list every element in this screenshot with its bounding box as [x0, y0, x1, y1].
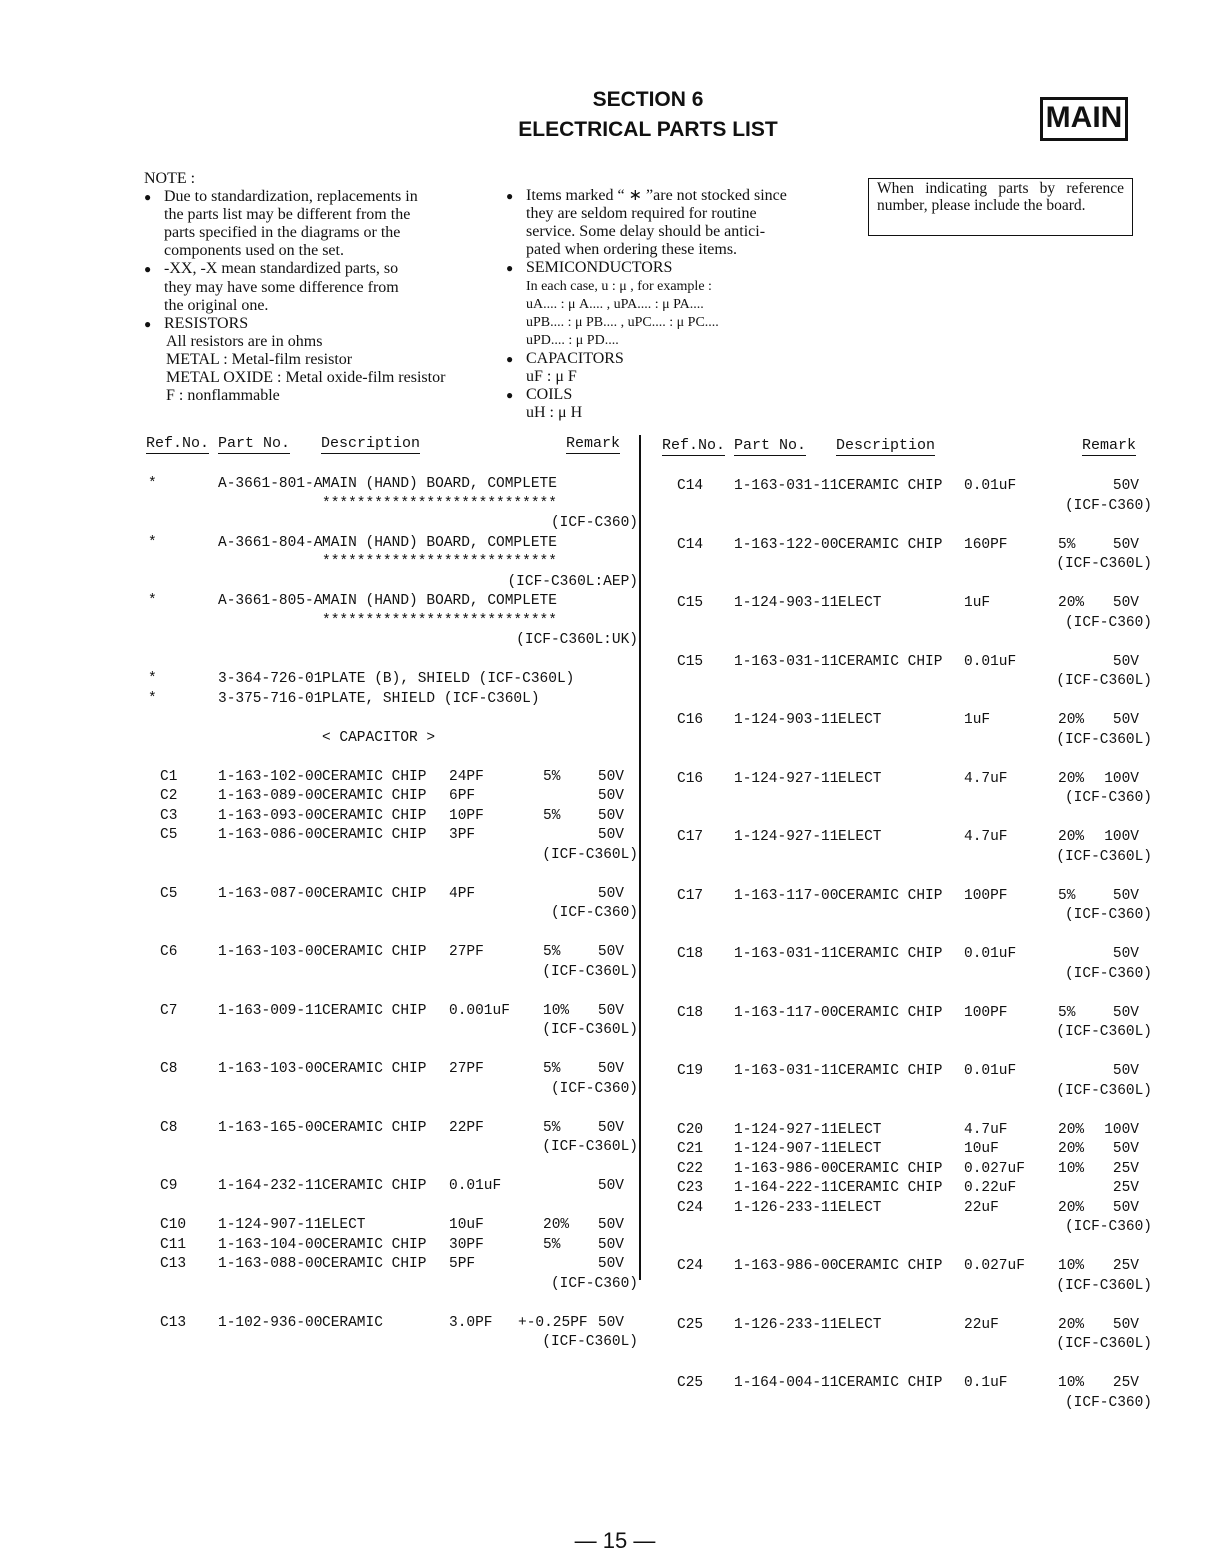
- voltage: 50V: [597, 788, 624, 804]
- part-number: 1-163-093-00: [218, 807, 323, 824]
- value: 1uF: [964, 595, 991, 611]
- header-ref-left: Ref.No.: [146, 435, 210, 452]
- tolerance: 20%: [1058, 1199, 1085, 1216]
- note-line: SEMICONDUCTORS ●: [506, 259, 673, 277]
- part-number: 1-163-103-00: [218, 1061, 323, 1077]
- bullet-icon: ●: [506, 351, 514, 366]
- not-stocked-mark: *: [148, 593, 157, 609]
- note-line: the parts list may be different from the: [164, 206, 411, 224]
- description: MAIN (HAND) BOARD, COMPLETE: [322, 593, 557, 609]
- description: ELECT: [838, 770, 882, 787]
- description: CERAMIC CHIP: [322, 827, 427, 843]
- part-number: 1-164-232-11: [218, 1178, 323, 1194]
- model-remark: (ICF-C360L): [1056, 1024, 1152, 1040]
- bullet-icon: ●: [506, 261, 514, 276]
- model-remark: (ICF-C360L): [1056, 673, 1152, 689]
- value: 22uF: [964, 1316, 999, 1333]
- not-stocked-mark: *: [148, 671, 157, 687]
- ref-number: C6: [160, 944, 178, 960]
- model-remark: (ICF-C360L): [1056, 1277, 1152, 1294]
- value: 27PF: [449, 944, 484, 960]
- bullet-icon: ●: [144, 190, 152, 204]
- note-line: pated when ordering these items.: [526, 241, 738, 259]
- description: CERAMIC CHIP: [838, 1375, 943, 1391]
- part-number: 1-163-165-00: [218, 1119, 323, 1136]
- star-line: ***************************: [322, 612, 557, 629]
- model-remark: (ICF-C360): [550, 905, 638, 921]
- voltage: 50V: [597, 1314, 624, 1331]
- value: 3PF: [449, 827, 476, 843]
- part-number: 1-163-986-00: [734, 1258, 839, 1274]
- header-remark-right: Remark: [1082, 437, 1137, 454]
- tolerance: 5%: [543, 1119, 561, 1136]
- tolerance: 5%: [1058, 536, 1076, 553]
- voltage: 50V: [597, 1256, 624, 1272]
- note-label: NOTE :: [144, 170, 196, 187]
- voltage: 50V: [597, 885, 624, 902]
- bullet-icon: ●: [506, 388, 514, 403]
- model-remark: (ICF-C360): [1064, 790, 1152, 806]
- value: 10PF: [449, 807, 484, 824]
- voltage: 25V: [1112, 1375, 1139, 1391]
- section-number: SECTION 6: [592, 88, 704, 111]
- part-number: 1-163-102-00: [218, 768, 323, 785]
- description: CERAMIC CHIP: [322, 944, 427, 960]
- voltage: 50V: [1112, 1316, 1139, 1333]
- description: CERAMIC CHIP: [838, 653, 943, 670]
- voltage: 50V: [1112, 1199, 1139, 1216]
- part-number: 1-163-086-00: [218, 827, 323, 843]
- value: 5PF: [449, 1256, 476, 1272]
- note-line: METAL OXIDE : Metal oxide-film resistor: [166, 369, 446, 386]
- voltage: 50V: [1112, 946, 1139, 962]
- header-desc-right: Description: [836, 437, 936, 454]
- description: PLATE, SHIELD (ICF-C360L): [322, 690, 540, 707]
- ref-number: C10: [160, 1217, 187, 1233]
- value: 0.01uF: [964, 478, 1017, 494]
- description: CERAMIC CHIP: [322, 1236, 427, 1253]
- description: CERAMIC CHIP: [838, 1258, 943, 1274]
- model-remark: (ICF-C360): [550, 1080, 638, 1097]
- model-remark: (ICF-C360L): [542, 1022, 638, 1038]
- part-number: 1-124-927-11: [734, 829, 839, 845]
- voltage: 25V: [1112, 1160, 1139, 1177]
- not-stocked-mark: *: [148, 690, 157, 707]
- voltage: 50V: [597, 807, 624, 824]
- ref-number: C13: [160, 1256, 187, 1272]
- ref-number: C14: [677, 478, 704, 494]
- description: CERAMIC CHIP: [322, 1119, 427, 1136]
- header-part-left: Part No.: [218, 435, 291, 452]
- part-number: A-3661-801-A: [218, 476, 323, 492]
- ref-number: C23: [677, 1180, 704, 1196]
- model-remark: (ICF-C360L): [1056, 731, 1152, 748]
- tolerance: 5%: [543, 1061, 561, 1077]
- description: CERAMIC CHIP: [838, 946, 943, 962]
- note-line: uPD.... : μ PD....: [526, 332, 619, 348]
- voltage: 50V: [597, 1236, 624, 1253]
- voltage: 50V: [1112, 536, 1139, 553]
- part-number: 1-164-004-11: [734, 1375, 839, 1391]
- description: ELECT: [838, 712, 882, 728]
- star-line: ***************************: [322, 495, 557, 512]
- part-number: 1-163-104-00: [218, 1236, 323, 1253]
- voltage: 50V: [1112, 478, 1139, 494]
- ref-number: C24: [677, 1258, 704, 1274]
- voltage: 100V: [1104, 770, 1139, 787]
- part-number: A-3661-804-A: [218, 534, 323, 551]
- ref-number: C15: [677, 595, 704, 611]
- note-line: service. Some delay should be antici-: [526, 223, 766, 241]
- voltage: 50V: [597, 1119, 624, 1136]
- value: 6PF: [449, 788, 476, 804]
- tolerance: 10%: [543, 1002, 570, 1019]
- ref-number: C9: [160, 1178, 178, 1194]
- part-number: 1-163-031-11: [734, 1063, 839, 1079]
- value: 30PF: [449, 1236, 484, 1253]
- part-number: 3-364-726-01: [218, 671, 323, 687]
- value: 160PF: [964, 536, 1008, 553]
- bullet-icon: ●: [144, 262, 152, 277]
- part-number: 1-124-903-11: [734, 595, 839, 611]
- ref-number: C24: [677, 1199, 704, 1216]
- description: CERAMIC CHIP: [322, 807, 427, 824]
- description: CERAMIC CHIP: [322, 1002, 427, 1019]
- model-remark: (ICF-C360): [1064, 965, 1152, 982]
- model-remark: (ICF-C360L): [1056, 1336, 1152, 1352]
- value: 0.001uF: [449, 1002, 510, 1019]
- reference-note-box: When indicating parts by reference number, please include the board.: [868, 178, 1133, 236]
- value: 0.01uF: [449, 1178, 502, 1194]
- description: ELECT: [838, 595, 882, 611]
- description: CERAMIC CHIP: [838, 1004, 943, 1021]
- note-line: COILS ●: [506, 386, 573, 404]
- value: 4.7uF: [964, 829, 1008, 845]
- model-remark: (ICF-C360): [1064, 1394, 1152, 1411]
- model-remark: (ICF-C360): [1064, 497, 1152, 514]
- value: 4.7uF: [964, 770, 1008, 787]
- part-number: 1-163-986-00: [734, 1160, 839, 1177]
- note-line: the original one.: [164, 296, 269, 314]
- note-line: RESISTORS ●: [144, 314, 249, 332]
- tolerance: 20%: [1058, 595, 1085, 611]
- tolerance: 10%: [1058, 1375, 1085, 1391]
- header-ref-right: Ref.No.: [662, 437, 726, 454]
- value: 22uF: [964, 1199, 999, 1216]
- description: CERAMIC CHIP: [322, 885, 427, 902]
- ref-number: C1: [160, 768, 178, 785]
- value: 4.7uF: [964, 1121, 1008, 1138]
- ref-number: C5: [160, 885, 178, 902]
- part-number: 1-163-117-00: [734, 887, 839, 904]
- model-remark: (ICF-C360L): [542, 1139, 638, 1155]
- star-line: ***************************: [322, 554, 557, 570]
- note-line: Due to standardization, replacements in ●: [144, 188, 418, 205]
- model-remark: (ICF-C360): [550, 1275, 638, 1292]
- description: CERAMIC CHIP: [838, 887, 943, 904]
- value: 10uF: [449, 1217, 484, 1233]
- tolerance: 20%: [1058, 1141, 1085, 1157]
- part-number: 1-124-907-11: [218, 1217, 323, 1233]
- voltage: 25V: [1112, 1258, 1139, 1274]
- voltage: 50V: [1112, 712, 1139, 728]
- value: 0.027uF: [964, 1258, 1025, 1274]
- voltage: 100V: [1104, 829, 1139, 845]
- note-line: uPB.... : μ PB.... , uPC.... : μ PC....: [526, 314, 719, 330]
- description: CERAMIC CHIP: [838, 1063, 943, 1079]
- voltage: 100V: [1104, 1121, 1139, 1138]
- ref-number: C16: [677, 770, 704, 787]
- tolerance: 5%: [543, 944, 561, 960]
- value: 24PF: [449, 768, 484, 785]
- note-line: Items marked “ ∗ ”are not stocked since ●: [506, 187, 787, 204]
- ref-number: C16: [677, 712, 704, 728]
- tolerance: 5%: [1058, 1004, 1076, 1021]
- ref-number: C19: [677, 1063, 704, 1079]
- ref-number: C8: [160, 1061, 178, 1077]
- voltage: 50V: [597, 1217, 624, 1233]
- ref-number: C25: [677, 1316, 704, 1333]
- ref-number: C2: [160, 788, 178, 804]
- note-line: uA.... : μ A.... , uPA.... : μ PA....: [526, 296, 704, 312]
- model-remark: (ICF-C360): [1064, 907, 1152, 923]
- ref-number: C11: [160, 1236, 187, 1253]
- ref-number: C25: [677, 1375, 704, 1391]
- ref-number: C15: [677, 653, 704, 670]
- part-number: 1-163-122-00: [734, 536, 839, 553]
- ref-number: C3: [160, 807, 178, 824]
- tolerance: +-0.25PF: [518, 1314, 588, 1331]
- value: 10uF: [964, 1141, 999, 1157]
- ref-number: C18: [677, 946, 704, 962]
- description: ELECT: [322, 1217, 366, 1233]
- part-number: 3-375-716-01: [218, 690, 323, 707]
- tolerance: 20%: [1058, 712, 1085, 728]
- value: 0.027uF: [964, 1160, 1025, 1177]
- voltage: 50V: [597, 944, 624, 960]
- part-number: 1-124-927-11: [734, 770, 839, 787]
- value: 0.01uF: [964, 946, 1017, 962]
- ref-number: C17: [677, 887, 704, 904]
- voltage: 50V: [597, 1002, 624, 1019]
- ref-number: C7: [160, 1002, 178, 1019]
- bullet-icon: ●: [506, 189, 514, 203]
- value: 0.22uF: [964, 1180, 1017, 1196]
- tolerance: 5%: [543, 768, 561, 785]
- ref-number: C17: [677, 829, 704, 845]
- description: CERAMIC CHIP: [838, 478, 943, 494]
- value: 100PF: [964, 887, 1008, 904]
- description: ELECT: [838, 1316, 882, 1333]
- model-remark: (ICF-C360L:AEP): [507, 573, 638, 590]
- note-line: In each case, u : μ , for example :: [526, 278, 712, 294]
- description: CERAMIC CHIP: [322, 1256, 427, 1272]
- value: 0.01uF: [964, 1063, 1017, 1079]
- part-number: 1-163-103-00: [218, 944, 323, 960]
- voltage: 50V: [1112, 1004, 1139, 1021]
- page-number: — 15 —: [574, 1528, 656, 1553]
- note-line: components used on the set.: [164, 242, 344, 260]
- model-remark: (ICF-C360L): [542, 963, 638, 980]
- note-line: they may have some difference from: [164, 278, 399, 296]
- header-remark-left: Remark: [566, 435, 621, 452]
- model-remark: (ICF-C360L): [542, 1334, 638, 1350]
- ref-number: C18: [677, 1004, 704, 1021]
- ref-number: C21: [677, 1141, 704, 1157]
- description: ELECT: [838, 829, 882, 845]
- description: CERAMIC CHIP: [838, 1160, 943, 1177]
- part-number: A-3661-805-A: [218, 593, 323, 609]
- description: MAIN (HAND) BOARD, COMPLETE: [322, 534, 557, 551]
- tolerance: 20%: [1058, 1121, 1085, 1138]
- description: ELECT: [838, 1141, 882, 1157]
- note-line: All resistors are in ohms: [166, 332, 323, 350]
- description: CERAMIC CHIP: [322, 1061, 427, 1077]
- note-line: CAPACITORS ●: [506, 349, 624, 367]
- ref-number: C22: [677, 1160, 704, 1177]
- value: 22PF: [449, 1119, 484, 1136]
- note-line: uF : μ F: [526, 368, 577, 385]
- description: MAIN (HAND) BOARD, COMPLETE: [322, 476, 557, 492]
- not-stocked-mark: *: [148, 534, 157, 551]
- value: 1uF: [964, 712, 991, 728]
- tolerance: 5%: [543, 807, 561, 824]
- description: CERAMIC: [322, 1314, 383, 1331]
- model-remark: (ICF-C360): [1064, 1219, 1152, 1235]
- note-line: parts specified in the diagrams or the: [164, 224, 401, 242]
- description: CERAMIC CHIP: [322, 768, 427, 785]
- note-line: METAL : Metal-film resistor: [166, 350, 353, 368]
- voltage: 25V: [1112, 1180, 1139, 1196]
- voltage: 50V: [597, 1061, 624, 1077]
- value: 27PF: [449, 1061, 484, 1077]
- value: 100PF: [964, 1004, 1008, 1021]
- page-title: ELECTRICAL PARTS LIST: [518, 118, 778, 141]
- voltage: 50V: [597, 1178, 624, 1194]
- tolerance: 20%: [1058, 829, 1085, 845]
- part-number: 1-126-233-11: [734, 1316, 839, 1333]
- description: CERAMIC CHIP: [838, 536, 943, 553]
- voltage: 50V: [1112, 653, 1139, 670]
- part-number: 1-164-222-11: [734, 1180, 839, 1196]
- voltage: 50V: [1112, 1141, 1139, 1157]
- tolerance: 20%: [543, 1217, 570, 1233]
- part-number: 1-163-031-11: [734, 946, 839, 962]
- ref-number: C13: [160, 1314, 187, 1331]
- voltage: 50V: [1112, 595, 1139, 611]
- tolerance: 20%: [1058, 1316, 1085, 1333]
- part-number: 1-126-233-11: [734, 1199, 839, 1216]
- bullet-icon: ●: [144, 316, 152, 331]
- model-remark: (ICF-C360): [1064, 614, 1152, 631]
- tolerance: 5%: [1058, 887, 1076, 904]
- note-line: -XX, -X mean standardized parts, so ●: [144, 260, 399, 278]
- part-number: 1-124-907-11: [734, 1141, 839, 1157]
- description: CERAMIC CHIP: [322, 788, 427, 804]
- value: 3.0PF: [449, 1314, 493, 1331]
- column-divider: [639, 435, 641, 1280]
- part-number: 1-163-088-00: [218, 1256, 323, 1272]
- model-remark: (ICF-C360L): [542, 846, 638, 863]
- description: ELECT: [838, 1121, 882, 1138]
- value: 0.1uF: [964, 1375, 1008, 1391]
- part-number: 1-163-031-11: [734, 653, 839, 670]
- part-number: 1-124-927-11: [734, 1121, 839, 1138]
- description: ELECT: [838, 1199, 882, 1216]
- note-line: they are seldom required for routine: [526, 205, 757, 223]
- tolerance: 5%: [543, 1236, 561, 1253]
- header-part-right: Part No.: [734, 437, 807, 454]
- description: CERAMIC CHIP: [322, 1178, 427, 1194]
- description: CERAMIC CHIP: [838, 1180, 943, 1196]
- header-desc-left: Description: [321, 435, 421, 452]
- board-badge: MAIN: [1040, 97, 1128, 141]
- ref-number: C20: [677, 1121, 704, 1138]
- voltage: 50V: [597, 768, 624, 785]
- model-remark: (ICF-C360L:UK): [516, 632, 638, 648]
- part-number: 1-124-903-11: [734, 712, 839, 728]
- model-remark: (ICF-C360L): [1056, 556, 1152, 572]
- value: 0.01uF: [964, 653, 1017, 670]
- voltage: 50V: [597, 827, 624, 843]
- capacitor-heading: < CAPACITOR >: [322, 729, 436, 746]
- note-line: F : nonflammable: [166, 387, 280, 405]
- part-number: 1-163-087-00: [218, 885, 323, 902]
- part-number: 1-163-117-00: [734, 1004, 839, 1021]
- part-number: 1-163-089-00: [218, 788, 323, 804]
- ref-number: C14: [677, 536, 704, 553]
- part-number: 1-163-009-11: [218, 1002, 323, 1019]
- tolerance: 20%: [1058, 770, 1085, 787]
- part-number: 1-102-936-00: [218, 1314, 323, 1331]
- tolerance: 10%: [1058, 1258, 1085, 1274]
- model-remark: (ICF-C360): [550, 515, 638, 531]
- value: 4PF: [449, 885, 476, 902]
- description: PLATE (B), SHIELD (ICF-C360L): [322, 671, 575, 687]
- ref-number: C8: [160, 1119, 178, 1136]
- ref-number: C5: [160, 827, 178, 843]
- voltage: 50V: [1112, 887, 1139, 904]
- model-remark: (ICF-C360L): [1056, 848, 1152, 865]
- model-remark: (ICF-C360L): [1056, 1082, 1152, 1099]
- tolerance: 10%: [1058, 1160, 1085, 1177]
- voltage: 50V: [1112, 1063, 1139, 1079]
- not-stocked-mark: *: [148, 476, 157, 492]
- note-line: uH : μ H: [526, 404, 583, 422]
- part-number: 1-163-031-11: [734, 478, 839, 494]
